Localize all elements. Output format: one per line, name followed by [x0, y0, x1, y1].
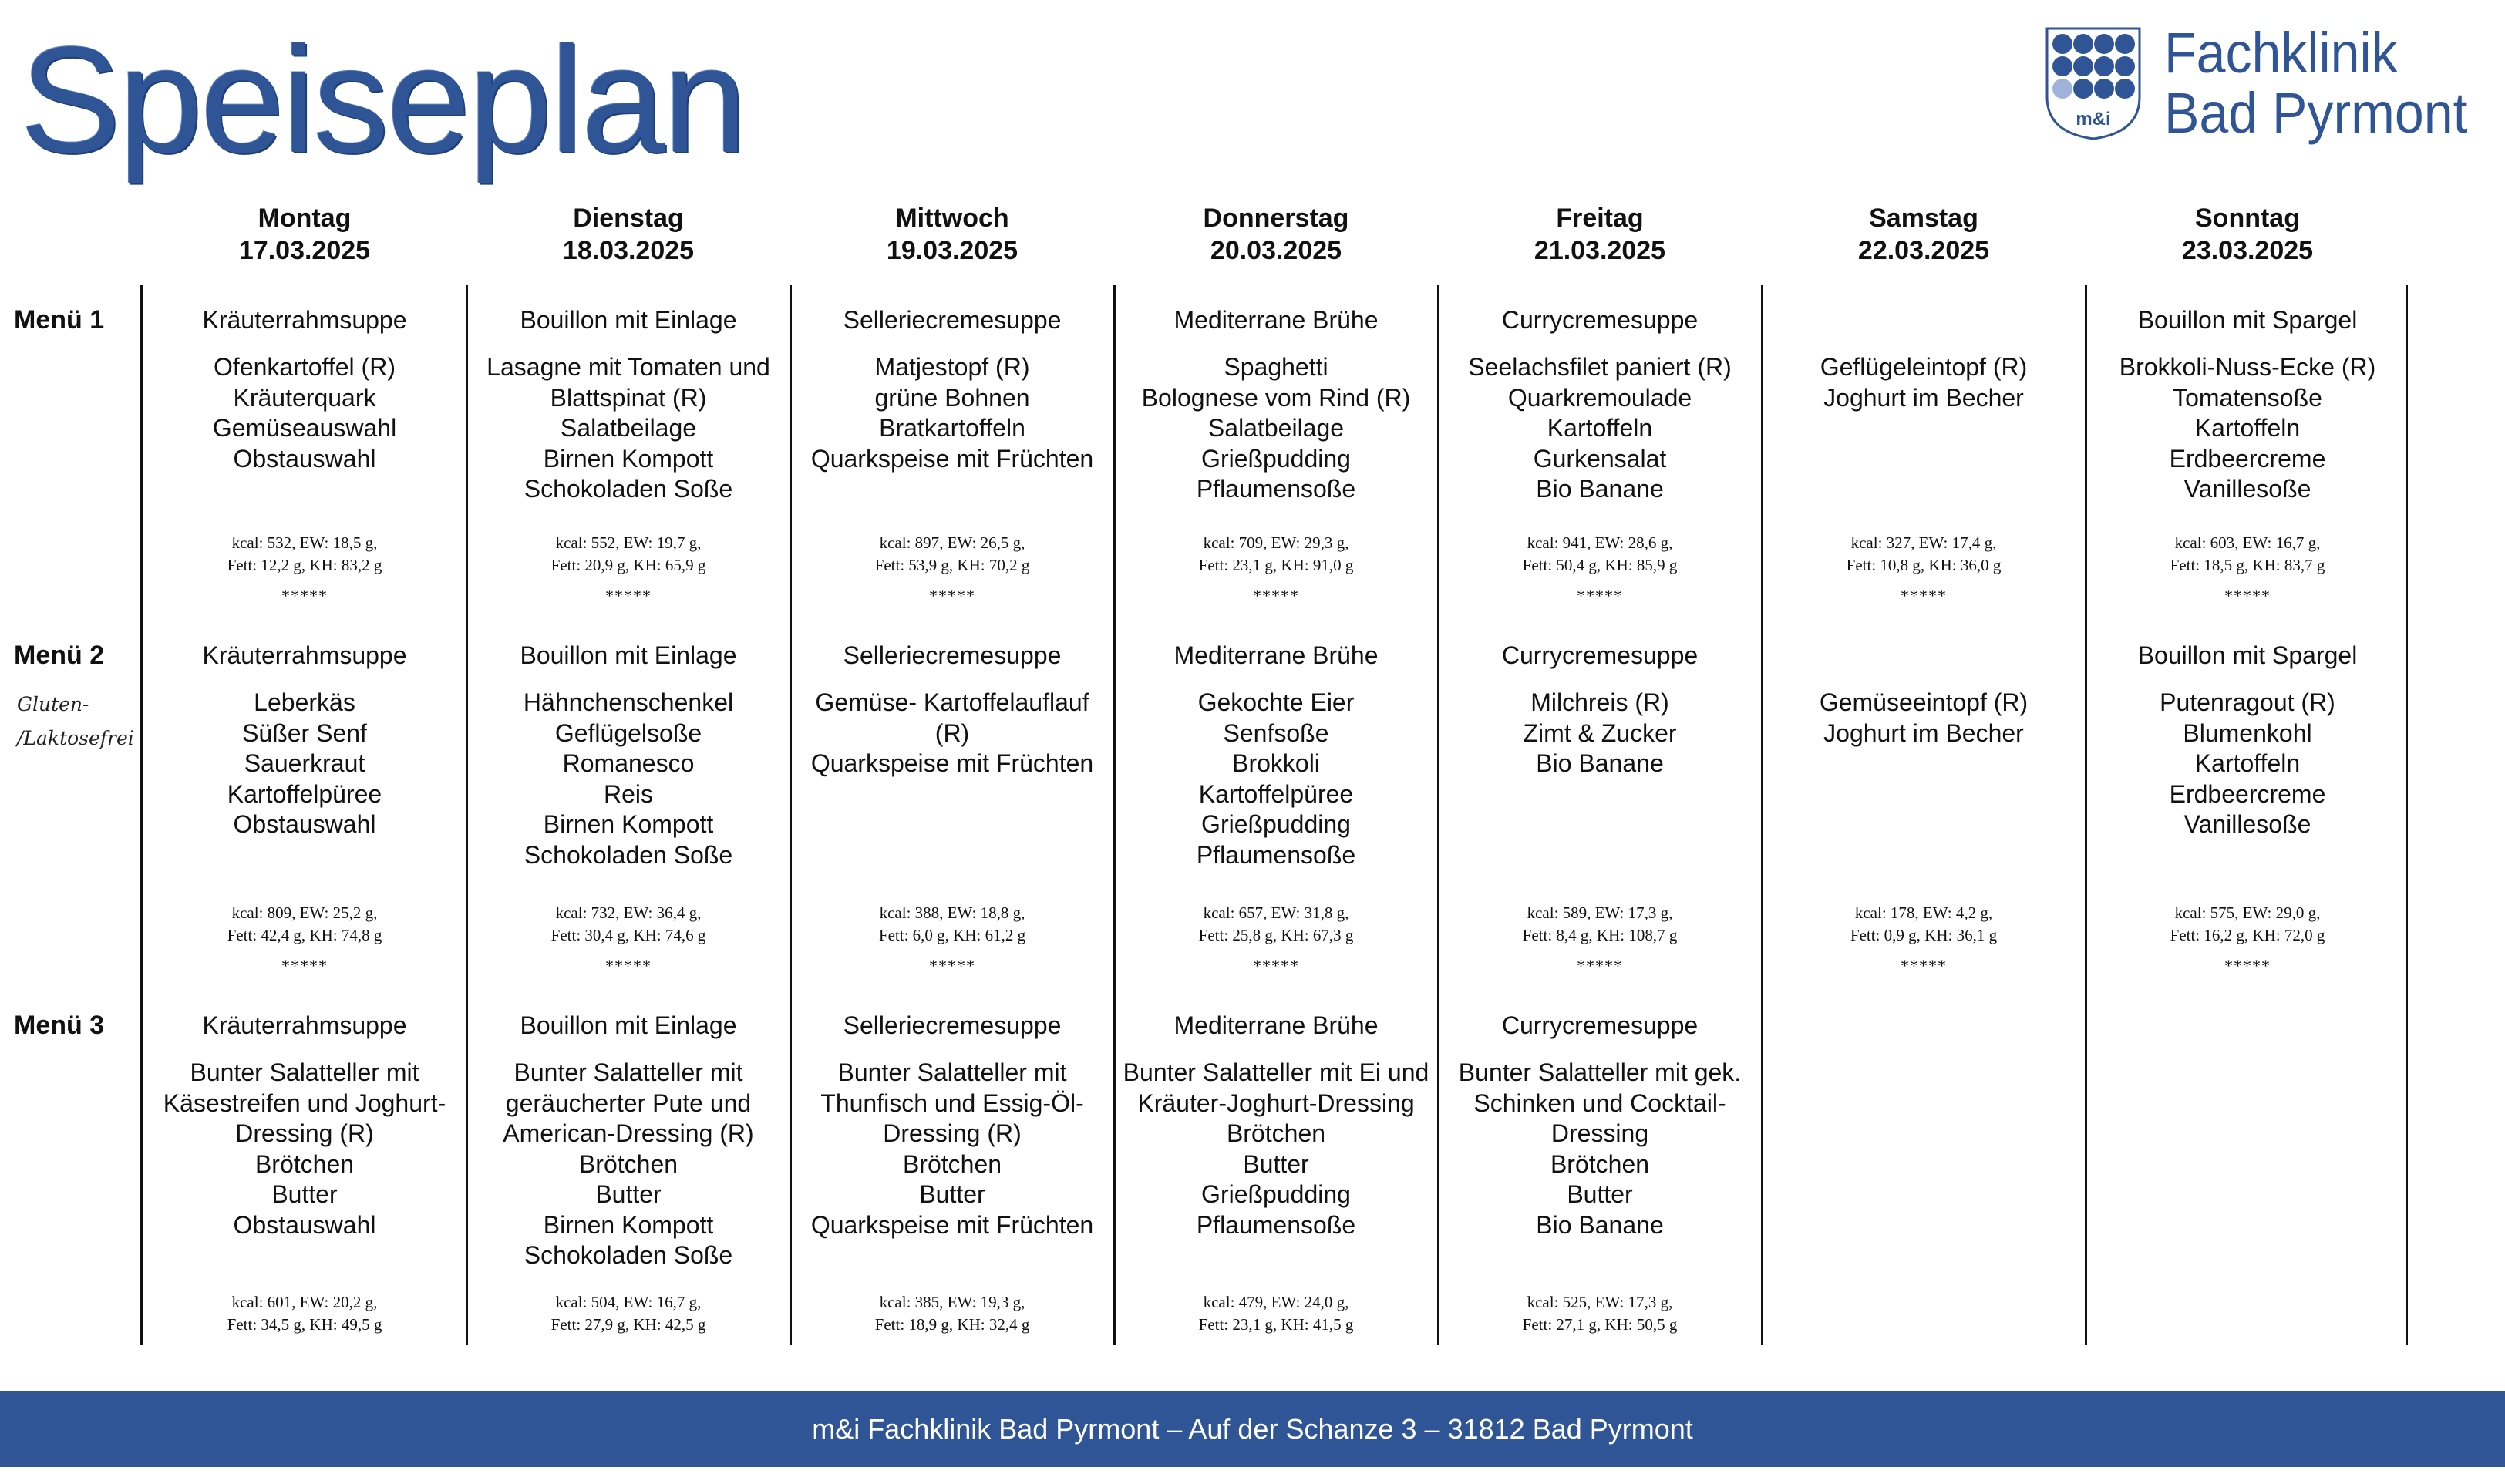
- dish-item: Grießpudding: [1201, 444, 1351, 473]
- dish-item: Bio Banane: [1536, 1210, 1664, 1239]
- nutrition-line: Fett: 8,4 g, KH: 108,7 g: [1522, 926, 1678, 944]
- dish-list: [150, 688, 459, 840]
- nutrition-line: Fett: 27,1 g, KH: 50,5 g: [1522, 1315, 1678, 1334]
- nutrition-info: [1122, 532, 1430, 577]
- nutrition-info: [1769, 532, 2078, 577]
- dish-item: Romanesco: [562, 749, 695, 777]
- dish-item: Schokoladen Soße: [524, 475, 733, 503]
- dish-item: Vanillesoße: [2183, 810, 2311, 838]
- day-date: 20.03.2025: [1210, 236, 1342, 265]
- dish-item: Birnen Kompott: [543, 444, 714, 473]
- nutrition-info: [1446, 532, 1754, 577]
- nutrition-line: Fett: 30,4 g, KH: 74,6 g: [550, 926, 706, 944]
- day-date: 22.03.2025: [1857, 236, 1990, 265]
- nutrition-line: kcal: 504, EW: 16,7 g,: [555, 1293, 702, 1311]
- day-date: 19.03.2025: [886, 236, 1018, 265]
- day-name: Dienstag: [573, 204, 684, 233]
- soup-text: Bouillon mit Einlage: [520, 1011, 737, 1039]
- soup-text: Mediterrane Brühe: [1173, 306, 1379, 334]
- dish-item: Bunter Salatteller mit: [513, 1058, 743, 1086]
- nutrition-line: Fett: 18,5 g, KH: 83,7 g: [2170, 556, 2325, 574]
- soup-text: Selleriecremesuppe: [843, 306, 1062, 334]
- dish-item: Kräuter-Joghurt-Dressing: [1137, 1089, 1415, 1117]
- dish-list: [1446, 352, 1754, 505]
- nutrition-line: Fett: 6,0 g, KH: 61,2 g: [878, 926, 1026, 944]
- nutrition-info: [1122, 902, 1430, 947]
- dish-item: Dressing (R): [883, 1119, 1022, 1147]
- menu-label: Menü 3: [14, 1011, 105, 1040]
- separator-stars: *****: [605, 956, 652, 975]
- dish-item: Schokoladen Soße: [524, 1241, 733, 1269]
- dish-item: American-Dressing (R): [503, 1119, 754, 1147]
- separator-stars: *****: [2224, 586, 2271, 605]
- nutrition-info: [1122, 1291, 1430, 1336]
- dish-item: Butter: [919, 1180, 985, 1208]
- nutrition-line: kcal: 897, EW: 26,5 g,: [879, 533, 1025, 552]
- separator-stars: *****: [929, 956, 975, 975]
- nutrition-info: [474, 902, 783, 947]
- dish-item: Dressing: [1550, 1119, 1649, 1147]
- dish-item: Süßer Senf: [242, 718, 367, 747]
- soup-text: Bouillon mit Einlage: [520, 641, 737, 669]
- dish-item: Schokoladen Soße: [524, 840, 733, 869]
- nutrition-info: [474, 532, 783, 577]
- dish-item: Brötchen: [254, 1149, 355, 1178]
- nutrition-line: Fett: 27,9 g, KH: 42,5 g: [550, 1315, 706, 1334]
- column-divider: [466, 285, 468, 1345]
- soup-text: Selleriecremesuppe: [843, 641, 1062, 669]
- dish-list: [1769, 688, 2078, 749]
- dish-item: Salatbeilage: [560, 414, 697, 442]
- day-header: [2093, 202, 2402, 267]
- day-name: Donnerstag: [1203, 204, 1349, 233]
- dish-item: Bolognese vom Rind (R): [1141, 383, 1411, 412]
- nutrition-info: [150, 1291, 459, 1336]
- dish-item: Erdbeercreme: [2169, 779, 2326, 808]
- note-line: /Laktosefrei: [17, 727, 134, 749]
- dish-item: Butter: [1243, 1149, 1309, 1178]
- dish-item: Leberkäs: [254, 688, 355, 716]
- clinic-name-line2: Bad Pyrmont: [2164, 81, 2468, 145]
- nutrition-line: Fett: 42,4 g, KH: 74,8 g: [227, 926, 382, 944]
- dish-item: Birnen Kompott: [543, 1210, 714, 1239]
- dish-list: [1769, 352, 2078, 413]
- soup-text: Kräuterrahmsuppe: [202, 1011, 407, 1039]
- dish-item: Grießpudding: [1201, 810, 1351, 838]
- dish-item: Kartoffelpüree: [227, 779, 382, 808]
- nutrition-info: [1769, 902, 2078, 947]
- soup-text: Kräuterrahmsuppe: [202, 641, 407, 669]
- column-divider: [2406, 285, 2408, 1345]
- dish-list: [798, 688, 1106, 779]
- dish-item: Gekochte Eier: [1197, 688, 1355, 716]
- dish-item: Spaghetti: [1224, 353, 1328, 381]
- day-name: Montag: [258, 204, 352, 233]
- day-header: [1769, 202, 2078, 267]
- day-header: [1122, 202, 1430, 267]
- nutrition-line: kcal: 525, EW: 17,3 g,: [1527, 1293, 1673, 1311]
- day-name: Freitag: [1556, 204, 1644, 233]
- dish-item: Sauerkraut: [244, 749, 365, 777]
- nutrition-info: [798, 1291, 1106, 1336]
- clinic-logo: [2045, 23, 2492, 154]
- dish-item: Gurkensalat: [1533, 444, 1667, 473]
- dish-item: Milchreis (R): [1530, 688, 1669, 716]
- dish-item: Butter: [271, 1180, 338, 1208]
- day-name: Mittwoch: [895, 204, 1009, 233]
- dish-item: Lasagne mit Tomaten und: [487, 353, 770, 381]
- note-line: Gluten-: [17, 693, 89, 715]
- dish-item: Seelachsfilet paniert (R): [1468, 353, 1732, 381]
- dish-item: Matjestopf (R): [874, 353, 1030, 381]
- nutrition-line: kcal: 603, EW: 16,7 g,: [2174, 533, 2321, 552]
- dish-item: Brötchen: [902, 1149, 1002, 1178]
- dish-item: Ofenkartoffel (R): [214, 353, 396, 381]
- dish-item: Kräuterquark: [233, 383, 376, 412]
- soup-text: Bouillon mit Spargel: [2137, 641, 2358, 669]
- day-name: Sonntag: [2195, 204, 2300, 233]
- nutrition-line: Fett: 12,2 g, KH: 83,2 g: [227, 556, 382, 574]
- soup-text: Mediterrane Brühe: [1173, 1011, 1379, 1039]
- logo-text: m&i: [2076, 109, 2111, 130]
- nutrition-line: kcal: 327, EW: 17,4 g,: [1850, 533, 1997, 552]
- dish-item: Geflügelsoße: [554, 718, 702, 747]
- dots-shield-logo-icon: [2045, 26, 2142, 140]
- dish-list: [798, 1058, 1106, 1240]
- dish-list: [474, 1058, 783, 1271]
- nutrition-line: Fett: 34,5 g, KH: 49,5 g: [227, 1315, 382, 1334]
- dish-item: Kartoffeln: [1547, 414, 1653, 442]
- soup-text: Currycremesuppe: [1501, 1011, 1699, 1039]
- dish-item: Putenragout (R): [2160, 688, 2335, 716]
- dish-item: Brokkoli: [1232, 749, 1320, 777]
- dish-item: Brötchen: [1550, 1149, 1650, 1178]
- dish-item: Tomatensoße: [2173, 383, 2322, 412]
- dish-item: Quarkremoulade: [1507, 383, 1692, 412]
- page-title: Speiseplan: [20, 15, 745, 184]
- nutrition-info: [2093, 902, 2402, 947]
- nutrition-line: kcal: 479, EW: 24,0 g,: [1203, 1293, 1349, 1311]
- dish-list: [798, 352, 1106, 474]
- separator-stars: *****: [1901, 586, 1947, 605]
- soup-text: Mediterrane Brühe: [1173, 641, 1379, 669]
- nutrition-line: kcal: 385, EW: 19,3 g,: [879, 1293, 1025, 1311]
- separator-stars: *****: [2224, 956, 2271, 975]
- nutrition-line: kcal: 601, EW: 20,2 g,: [231, 1293, 378, 1311]
- dish-item: Brötchen: [578, 1149, 678, 1178]
- nutrition-info: [798, 532, 1106, 577]
- dish-list: [150, 1058, 459, 1240]
- soup-text: Currycremesuppe: [1501, 306, 1699, 334]
- nutrition-info: [1446, 1291, 1754, 1336]
- nutrition-line: kcal: 388, EW: 18,8 g,: [879, 904, 1025, 922]
- dish-item: Obstauswahl: [233, 444, 376, 473]
- nutrition-line: kcal: 532, EW: 18,5 g,: [231, 533, 378, 552]
- separator-stars: *****: [1253, 956, 1299, 975]
- nutrition-line: kcal: 552, EW: 19,7 g,: [555, 533, 702, 552]
- footer-address: m&i Fachklinik Bad Pyrmont – Auf der Schanze 3 – 31812 Bad Pyrmont: [0, 1391, 2505, 1467]
- dish-item: Bratkartoffeln: [879, 414, 1025, 442]
- dish-list: [1446, 688, 1754, 779]
- nutrition-line: Fett: 0,9 g, KH: 36,1 g: [1850, 926, 1998, 944]
- nutrition-line: kcal: 589, EW: 17,3 g,: [1527, 904, 1673, 922]
- nutrition-info: [2093, 532, 2402, 577]
- separator-stars: *****: [605, 586, 652, 605]
- dish-item: geräucherter Pute und: [505, 1089, 752, 1117]
- dish-item: Käsestreifen und Joghurt-: [163, 1089, 446, 1117]
- dish-item: Gemüse- Kartoffelauflauf: [815, 688, 1089, 716]
- dish-item: Gemüseauswahl: [212, 414, 397, 442]
- dish-item: Bunter Salatteller mit: [190, 1058, 419, 1086]
- column-divider: [1113, 285, 1116, 1345]
- nutrition-line: kcal: 709, EW: 29,3 g,: [1203, 533, 1349, 552]
- nutrition-line: Fett: 23,1 g, KH: 91,0 g: [1198, 556, 1354, 574]
- dish-item: Bunter Salatteller mit Ei und: [1123, 1058, 1429, 1086]
- nutrition-line: Fett: 53,9 g, KH: 70,2 g: [874, 556, 1030, 574]
- separator-stars: *****: [1577, 956, 1623, 975]
- dish-item: Quarkspeise mit Früchten: [810, 749, 1094, 777]
- dish-item: Bio Banane: [1536, 749, 1664, 777]
- dish-item: Butter: [1567, 1180, 1633, 1208]
- separator-stars: *****: [929, 586, 975, 605]
- dish-item: Geflügeleintopf (R): [1820, 353, 2028, 381]
- day-header: [150, 202, 459, 267]
- dish-item: Reis: [603, 779, 653, 808]
- day-date: 23.03.2025: [2181, 236, 2314, 265]
- dish-item: Blumenkohl: [2183, 718, 2312, 747]
- nutrition-line: kcal: 732, EW: 36,4 g,: [555, 904, 702, 922]
- dish-list: [1446, 1058, 1754, 1240]
- dish-item: Kartoffeln: [2194, 749, 2301, 777]
- dish-item: Zimt & Zucker: [1523, 718, 1677, 747]
- dish-item: Blattspinat (R): [550, 383, 707, 412]
- soup-text: Selleriecremesuppe: [843, 1011, 1062, 1039]
- dish-item: Brokkoli-Nuss-Ecke (R): [2119, 353, 2376, 381]
- nutrition-line: kcal: 178, EW: 4,2 g,: [1854, 904, 1993, 922]
- day-header: [474, 202, 783, 267]
- dish-list: [1122, 688, 1430, 870]
- dish-list: [1122, 1058, 1430, 1240]
- dish-item: Gemüseeintopf (R): [1819, 688, 2029, 716]
- column-divider: [2085, 285, 2087, 1345]
- nutrition-line: kcal: 657, EW: 31,8 g,: [1203, 904, 1349, 922]
- nutrition-line: Fett: 18,9 g, KH: 32,4 g: [874, 1315, 1030, 1334]
- day-header: [1446, 202, 1754, 267]
- dish-item: Quarkspeise mit Früchten: [810, 1210, 1094, 1239]
- soup-text: Kräuterrahmsuppe: [202, 306, 407, 334]
- dish-item: Brötchen: [1226, 1119, 1326, 1147]
- nutrition-info: [150, 532, 459, 577]
- day-date: 21.03.2025: [1534, 236, 1666, 265]
- dish-item: Thunfisch und Essig-Öl-: [820, 1089, 1084, 1117]
- dish-item: Birnen Kompott: [543, 810, 714, 838]
- dish-item: Senfsoße: [1223, 718, 1329, 747]
- dish-list: [150, 352, 459, 474]
- dish-list: [2093, 352, 2402, 505]
- dish-item: (R): [934, 718, 970, 747]
- dish-item: Pflaumensoße: [1196, 1210, 1356, 1239]
- dish-item: Hähnchenschenkel: [523, 688, 734, 716]
- dish-item: Joghurt im Becher: [1823, 718, 2024, 747]
- dish-item: Joghurt im Becher: [1823, 383, 2024, 412]
- separator-stars: *****: [281, 586, 328, 605]
- nutrition-line: kcal: 941, EW: 28,6 g,: [1527, 533, 1673, 552]
- dish-item: Erdbeercreme: [2169, 444, 2326, 473]
- clinic-name-line1: Fachklinik: [2164, 21, 2398, 85]
- clinic-name: [2164, 23, 2468, 143]
- nutrition-line: kcal: 809, EW: 25,2 g,: [231, 904, 378, 922]
- menu-label: Menü 1: [14, 305, 105, 335]
- day-date: 18.03.2025: [562, 236, 695, 265]
- soup-text: Currycremesuppe: [1501, 641, 1699, 669]
- column-divider: [140, 285, 143, 1345]
- dish-item: Bunter Salatteller mit: [837, 1058, 1067, 1086]
- soup-text: Bouillon mit Einlage: [520, 306, 737, 334]
- day-header: [798, 202, 1106, 267]
- nutrition-line: Fett: 16,2 g, KH: 72,0 g: [2170, 926, 2325, 944]
- dish-item: Quarkspeise mit Früchten: [810, 444, 1094, 473]
- nutrition-line: kcal: 575, EW: 29,0 g,: [2174, 904, 2321, 922]
- column-divider: [1761, 285, 1763, 1345]
- dish-item: Kartoffelpüree: [1198, 779, 1354, 808]
- nutrition-info: [1446, 902, 1754, 947]
- menu-label: Menü 2: [14, 641, 105, 670]
- dish-item: Schinken und Cocktail-: [1473, 1089, 1726, 1117]
- nutrition-line: Fett: 25,8 g, KH: 67,3 g: [1198, 926, 1354, 944]
- dish-item: Butter: [595, 1180, 662, 1208]
- day-date: 17.03.2025: [238, 236, 371, 265]
- dish-list: [474, 352, 783, 505]
- dish-item: grüne Bohnen: [874, 383, 1030, 412]
- separator-stars: *****: [281, 956, 328, 975]
- nutrition-info: [474, 1291, 783, 1336]
- dish-item: Obstauswahl: [233, 810, 376, 838]
- separator-stars: *****: [1577, 586, 1623, 605]
- separator-stars: *****: [1901, 956, 1947, 975]
- nutrition-info: [150, 902, 459, 947]
- dish-item: Vanillesoße: [2183, 475, 2311, 503]
- dish-list: [2093, 688, 2402, 840]
- dish-item: Kartoffeln: [2194, 414, 2301, 442]
- dish-list: [474, 688, 783, 870]
- dish-item: Pflaumensoße: [1196, 840, 1356, 869]
- dish-item: Bunter Salatteller mit gek.: [1458, 1058, 1742, 1086]
- nutrition-info: [798, 902, 1106, 947]
- column-divider: [1437, 285, 1439, 1345]
- dish-item: Obstauswahl: [233, 1210, 376, 1239]
- gluten-lactose-free-note: [17, 688, 134, 755]
- nutrition-line: Fett: 10,8 g, KH: 36,0 g: [1846, 556, 2002, 574]
- nutrition-line: Fett: 20,9 g, KH: 65,9 g: [550, 556, 706, 574]
- nutrition-line: Fett: 23,1 g, KH: 41,5 g: [1198, 1315, 1354, 1334]
- column-divider: [790, 285, 792, 1345]
- dish-item: Pflaumensoße: [1196, 475, 1356, 503]
- dish-list: [1122, 352, 1430, 505]
- nutrition-line: Fett: 50,4 g, KH: 85,9 g: [1522, 556, 1678, 574]
- dish-item: Bio Banane: [1536, 475, 1664, 503]
- dish-item: Salatbeilage: [1207, 414, 1345, 442]
- separator-stars: *****: [1253, 586, 1299, 605]
- dish-item: Dressing (R): [235, 1119, 374, 1147]
- dish-item: Grießpudding: [1201, 1180, 1351, 1208]
- day-name: Samstag: [1869, 204, 1978, 233]
- soup-text: Bouillon mit Spargel: [2137, 306, 2358, 334]
